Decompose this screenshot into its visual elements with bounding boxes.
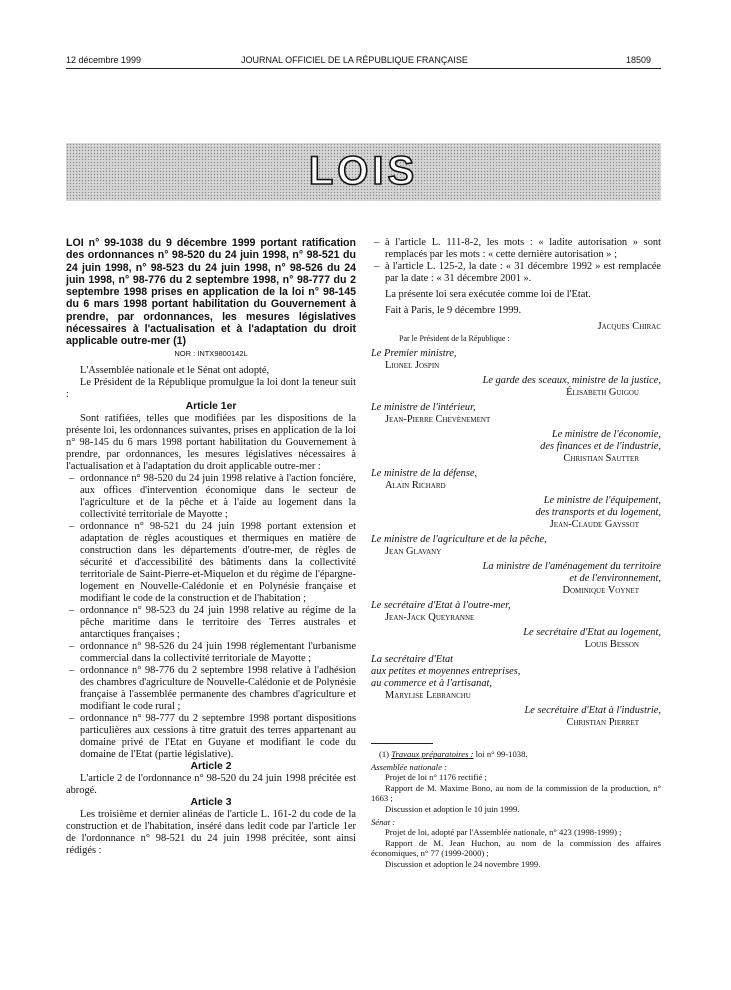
signatory-name: Lionel Jospin xyxy=(385,360,440,371)
signatory-title: La secrétaire d'Etat xyxy=(371,654,454,665)
footnote-label: (1) xyxy=(379,749,390,759)
intro-promulgation: Le Président de la République promulgue la loi dont la teneur suit : xyxy=(66,376,356,400)
signatory-name: Marylise Lebranchu xyxy=(385,690,471,701)
signatory-block xyxy=(371,705,661,729)
footnote-travaux: Travaux préparatoires : xyxy=(391,749,474,759)
footnote-an-label: Assemblée nationale : xyxy=(371,761,447,772)
execution-clause: La présente loi sera exécutée comme loi de l'Etat. xyxy=(385,289,591,300)
signatories-block xyxy=(371,348,661,729)
signatory-title: Le secrétaire d'Etat au logement, xyxy=(523,627,661,638)
signatory-block xyxy=(371,654,661,702)
signatory-name: Christian Pierret xyxy=(566,717,639,728)
signatory-block xyxy=(371,561,661,597)
signatory-name: Jean Glavany xyxy=(385,546,442,557)
header-rule xyxy=(66,68,661,69)
header-journal-title: JOURNAL OFFICIEL DE LA RÉPUBLIQUE FRANÇAISE xyxy=(241,55,468,65)
signatory-title: La ministre de l'aménagement du territoire xyxy=(482,561,661,572)
law-title: LOI n° 99-1038 du 9 décembre 1999 portant ratification des ordonnances n° 98-520 du 24 juin 1998, n° 98-521 du 24 juin 1998, n° 98-523 du 24 juin 1998, n° 98-526 du 24 juin 1998, n° 98-776 du 2 septembre 1998, n° 98-777 du 2 septembre 1998 prises en application de la loi n° 98-145 du 6 mars 1998 portant habilitation du Gouvernement à prendre, par ordonnances, les mesures législatives nécessaires à l'actualisation et à l'adaptation du droit applicable outre-mer (1) xyxy=(66,237,356,348)
signatory-title: des transports et du logement, xyxy=(535,507,661,518)
signatory-title: Le Premier ministre, xyxy=(371,348,457,359)
list-item: – à l'article L. 125-2, la date : « 31 décembre 1992 » est remplacée par la date : « 31 décembre 2001 ». xyxy=(371,261,661,285)
footnote-senat-label: Sénat : xyxy=(371,816,396,827)
footnote-an-line: Projet de loi n° 1176 rectifié ; xyxy=(385,772,487,783)
article-3-text: Les troisième et dernier alinéas de l'article L. 161-2 du code de la construction et de l'habitation, inséré dans ledit code par l'article 1er de l'ordonnance n° 98-521 du 24 juin 1998 précitée, sont ainsi rédigés : xyxy=(66,808,356,856)
list-item: – ordonnance n° 98-523 du 24 juin 1998 relative au régime de la pêche maritime dans le territoire des Terres australes et antarctiques françaises ; xyxy=(66,605,356,641)
list-item: – à l'article L. 111-8-2, les mots : « ladite autorisation » sont remplacés par les mots : « cette dernière autorisation » ; xyxy=(371,237,661,261)
list-item: – ordonnance n° 98-777 du 2 septembre 1998 portant dispositions particulières aux cessions à titre gratuit des terres appartenant au domaine privé de l'Etat en Guyane et modifiant le code du domaine de l'Etat (partie législative). xyxy=(66,713,356,761)
signatory-name: Dominique Voynet xyxy=(562,585,639,596)
president-signature: Jacques Chirac xyxy=(597,321,661,332)
footnote-an-line: Discussion et adoption le 10 juin 1999. xyxy=(385,803,520,814)
signatory-title: Le ministre de l'économie, xyxy=(551,429,661,440)
intro-adoption: L'Assemblée nationale et le Sénat ont adopté, xyxy=(80,364,270,376)
section-banner xyxy=(66,143,661,201)
list-item: – ordonnance n° 98-520 du 24 juin 1998 relative à l'action foncière, aux offices d'intervention économique dans le secteur de l'agriculture et de la pêche et à l'aide au logement dans la collectivité territoriale de Mayotte ; xyxy=(66,473,356,521)
signatory-name: Jean-Pierre Chevènement xyxy=(385,414,491,425)
signatory-name: Jean-Claude Gayssot xyxy=(549,519,639,530)
article-3-list xyxy=(371,237,661,285)
signatory-title: Le secrétaire d'Etat à l'industrie, xyxy=(524,705,661,716)
article-2-heading: Article 2 xyxy=(190,760,232,772)
signatory-title: au commerce et à l'artisanat, xyxy=(371,678,493,689)
footnote-rule xyxy=(371,743,433,744)
par-le-president: Par le Président de la République : xyxy=(399,334,510,343)
article-1-heading: Article 1er xyxy=(185,400,237,412)
signatory-title: Le secrétaire d'Etat à l'outre-mer, xyxy=(371,600,511,611)
footnote-senat-line: Rapport de M. Jean Huchon, au nom de la commission des affaires économiques, n° 77 (1999-2000) ; xyxy=(371,837,661,859)
footnote-senat-line: Discussion et adoption le 24 novembre 1999. xyxy=(385,858,541,869)
signatory-block xyxy=(371,375,661,399)
signatory-title: Le ministre de la défense, xyxy=(371,468,478,479)
signatory-block xyxy=(371,534,661,558)
signatory-block xyxy=(371,468,661,492)
left-column xyxy=(66,237,356,857)
signatory-block xyxy=(371,600,661,624)
signatory-name: Christian Sautter xyxy=(563,453,639,464)
signatory-block xyxy=(371,495,661,531)
footnote-an-line: Rapport de M. Maxime Bono, au nom de la commission de la production, n° 1663 ; xyxy=(371,782,661,804)
signatory-block xyxy=(371,348,661,372)
article-2-text: L'article 2 de l'ordonnance n° 98-520 du 24 juin 1998 précitée est abrogé. xyxy=(66,772,356,796)
signatory-title: des finances et de l'industrie, xyxy=(540,441,661,452)
section-banner-title: LOIS xyxy=(308,149,419,193)
signatory-block xyxy=(371,429,661,465)
footnote-loi: loi n° 99-1038. xyxy=(475,749,528,759)
article-1-list xyxy=(66,473,356,761)
header-date: 12 décembre 1999 xyxy=(66,55,142,65)
header-page-number: 18509 xyxy=(626,55,652,65)
right-column xyxy=(371,237,661,870)
signatory-title: aux petites et moyennes entreprises, xyxy=(371,666,521,677)
signatory-name: Louis Besson xyxy=(584,639,639,650)
signatory-title: Le ministre de l'agriculture et de la pêche, xyxy=(371,534,547,545)
footnote xyxy=(371,749,661,870)
footnote-senat-line: Projet de loi, adopté par l'Assemblée nationale, n° 423 (1998-1999) ; xyxy=(385,827,622,838)
list-item: – ordonnance n° 98-526 du 24 juin 1998 réglementant l'urbanisme commercial dans la collectivité territoriale de Mayotte ; xyxy=(66,641,356,665)
signatory-title: Le ministre de l'équipement, xyxy=(543,495,661,506)
fait-a-paris: Fait à Paris, le 9 décembre 1999. xyxy=(385,305,522,316)
signatory-name: Jean-Jack Queyranne xyxy=(385,612,475,623)
signatory-block xyxy=(371,402,661,426)
article-3-heading: Article 3 xyxy=(190,796,232,808)
list-item: – ordonnance n° 98-776 du 2 septembre 1998 relative à l'adhésion des chambres d'agriculture de Nouvelle-Calédonie et de Polynésie française à l'assemblée permanente des chambres d'agriculture et modifiant le code rural ; xyxy=(66,665,356,713)
signatory-name: Élisabeth Guigou xyxy=(566,387,639,398)
signatory-title: Le ministre de l'intérieur, xyxy=(371,402,476,413)
signatory-block xyxy=(371,627,661,651)
list-item: – ordonnance n° 98-521 du 24 juin 1998 portant extension et adaptation de règles acoustiques et thermiques en matière de construction dans les départements d'outre-mer, de règles de sécurité et d'accessibilité des bâtiments dans la collectivité territoriale de Saint-Pierre-et-Miquelon et du régime de l'épargne-logement en Nouvelle-Calédonie et en Polynésie française et modifiant le code de la construction et de l'habitation ; xyxy=(66,521,356,605)
signatory-title: et de l'environnement, xyxy=(569,573,661,584)
signatory-name: Alain Richard xyxy=(385,480,446,491)
article-1-text: Sont ratifiées, telles que modifiées par les dispositions de la présente loi, les ordonnances suivantes, prises en application de la loi n° 98-145 du 6 mars 1998 portant habilitation du Gouvernement à prendre, par ordonnances, les mesures législatives nécessaires à l'actualisation et à l'adaptation du droit applicable outre-mer : xyxy=(66,412,356,472)
nor-reference: NOR : INTX9800142L xyxy=(174,348,248,358)
signatory-title: Le garde des sceaux, ministre de la justice, xyxy=(482,375,661,386)
